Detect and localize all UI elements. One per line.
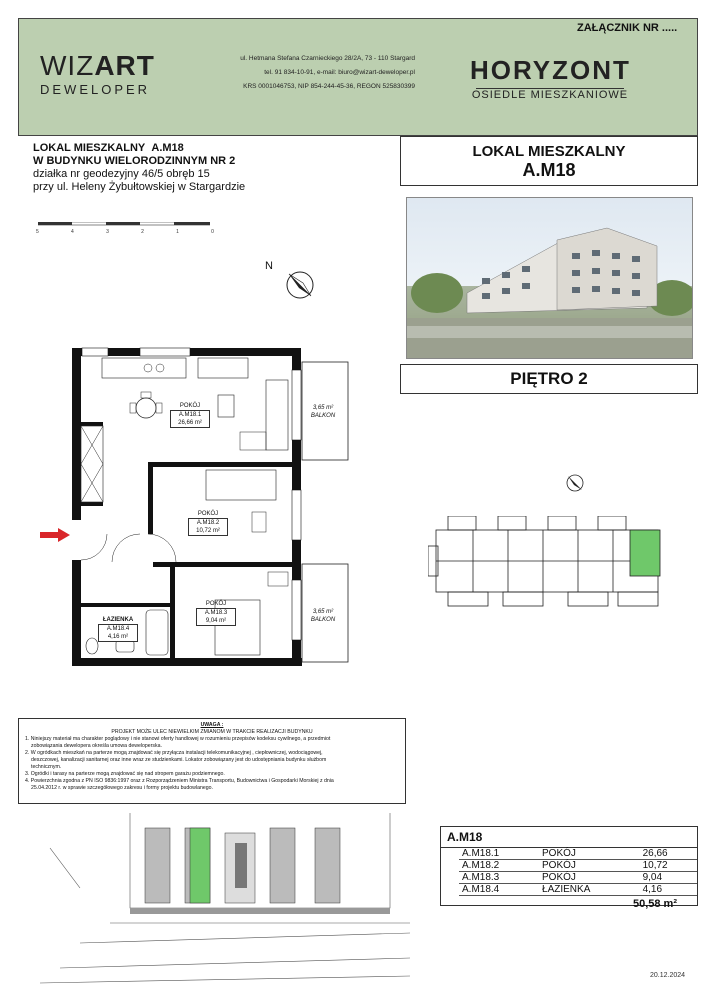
estate-logo bbox=[470, 55, 630, 101]
notes-title: UWAGA : bbox=[200, 722, 224, 728]
unit-info-line1b: A.M18 bbox=[151, 142, 184, 154]
room-label-2 bbox=[188, 510, 228, 536]
unit-info-line1a: LOKAL MIESZKALNY bbox=[33, 142, 146, 154]
floor-box bbox=[400, 364, 698, 394]
notes-box bbox=[18, 718, 406, 804]
scale-label: 1 bbox=[176, 229, 179, 235]
summary-total: 50,58 m² bbox=[632, 898, 677, 910]
building-render bbox=[406, 197, 693, 359]
room-area: 4,16 m² bbox=[107, 634, 129, 640]
key-plan bbox=[428, 516, 668, 608]
scale-bar bbox=[38, 222, 210, 228]
floor-label: PIĘTRO 2 bbox=[510, 369, 588, 388]
note-line: technicznym. bbox=[31, 764, 62, 770]
unit-info-line3: działka nr geodezyjny 46/5 obręb 15 bbox=[33, 168, 210, 180]
note-line: 25.04.2012 r. w sprawie szczegółowego zakresu i formy projektu budowlanego. bbox=[31, 785, 213, 791]
balcony-label-2 bbox=[303, 608, 343, 624]
unit-info-line4: przy ul. Heleny Żybułtowskiej w Stargardzie bbox=[33, 181, 246, 193]
summary-box bbox=[440, 826, 698, 910]
summary-row-area: 10,72 bbox=[642, 860, 668, 871]
note-line: 2. W ogródkach mieszkań na parterze mogą znajdować się przyłącza instalacji telekomunikacyjnej , ciepłowniczej, wodociągowej, bbox=[25, 750, 323, 756]
summary-row-code: A.M18.2 bbox=[462, 860, 500, 871]
logo-part-b: ART bbox=[94, 50, 155, 81]
attachment-label: ZAŁĄCZNIK NR ..... bbox=[577, 22, 678, 34]
summary-row bbox=[459, 884, 697, 896]
document-date: 20.12.2024 bbox=[650, 972, 686, 979]
compass-small-icon bbox=[564, 472, 586, 499]
compass-icon bbox=[283, 268, 317, 307]
balcony-area: 3,65 m² bbox=[312, 609, 334, 615]
summary-row bbox=[459, 848, 697, 860]
summary-row-area: 26,66 bbox=[642, 848, 668, 859]
unit-info bbox=[33, 142, 245, 194]
developer-address: ul. Hetmana Stefana Czarnieckiego 28/2A, 73 - 110 Stargard bbox=[240, 55, 415, 62]
summary-row-code: A.M18.3 bbox=[462, 872, 500, 883]
summary-row-code: A.M18.1 bbox=[462, 848, 500, 859]
scale-label: 2 bbox=[141, 229, 144, 235]
room-area: 9,04 m² bbox=[205, 618, 227, 624]
note-line: deszczowej, kanalizacji sanitarnej oraz inne wraz ze studzienkami. Lokator zobowiązany jest do udostępniania budynku służbom bbox=[31, 757, 327, 763]
room-name: POKÓJ bbox=[205, 601, 227, 607]
developer-logo bbox=[40, 50, 155, 97]
scale-label: 5 bbox=[36, 229, 39, 235]
balcony-area: 3,65 m² bbox=[312, 405, 334, 411]
estate-subtitle: OSIEDLE MIESZKANIOWE bbox=[471, 89, 629, 101]
note-line: 3. Ogródki i tarasy na parterze mogą znajdować się nad stropem garażu podziemnego. bbox=[25, 771, 225, 777]
site-plan bbox=[20, 808, 410, 990]
summary-row-area: 4,16 bbox=[642, 884, 663, 895]
scale-labels bbox=[36, 229, 214, 235]
unit-info-line2: W BUDYNKU WIELORODZINNYM NR 2 bbox=[33, 155, 236, 167]
summary-code: A.M18 bbox=[441, 827, 697, 848]
room-area: 26,66 m² bbox=[178, 420, 202, 426]
summary-row bbox=[459, 872, 697, 884]
room-code: A.M18.3 bbox=[204, 610, 228, 616]
summary-row-code: A.M18.4 bbox=[462, 884, 500, 895]
summary-row-name: POKÓJ bbox=[542, 848, 576, 859]
entrance-arrow-icon bbox=[40, 528, 70, 547]
room-name: POKÓJ bbox=[179, 403, 201, 409]
summary-row-name: POKÓJ bbox=[542, 872, 576, 883]
north-label: N bbox=[265, 260, 273, 272]
room-label-3 bbox=[196, 600, 236, 626]
room-name: ŁAZIENKA bbox=[102, 617, 134, 623]
balcony-label-1 bbox=[303, 404, 343, 420]
logo-part-a: WIZ bbox=[40, 50, 95, 81]
summary-table bbox=[459, 848, 697, 896]
developer-phone-email: tel. 91 834-10-91, e-mail: biuro@wizart-deweloper.pl bbox=[264, 69, 415, 76]
note-line: 1. Niniejszy materiał ma charakter poglądowy i nie stanowi oferty handlowej w rozumieniu przepisów kodeksu cywilnego, a przedmiot bbox=[25, 736, 331, 742]
right-code: A.M18 bbox=[522, 160, 576, 180]
scale-label: 3 bbox=[106, 229, 109, 235]
room-code: A.M18.2 bbox=[196, 520, 220, 526]
room-name: POKÓJ bbox=[197, 511, 219, 517]
scale-label: 0 bbox=[211, 229, 214, 235]
developer-contact bbox=[200, 52, 415, 94]
room-code: A.M18.1 bbox=[178, 412, 202, 418]
notes-subtitle: PROJEKT MOŻE ULEC NIEWIELKIM ZMIANOM W TRAKCIE REALIZACJI BUDYNKU bbox=[111, 729, 313, 735]
room-label-1 bbox=[170, 402, 210, 428]
summary-row-area: 9,04 bbox=[642, 872, 663, 883]
scale-label: 4 bbox=[71, 229, 74, 235]
right-title-box bbox=[400, 136, 698, 186]
room-area: 10,72 m² bbox=[196, 528, 220, 534]
logo-subtitle: DEWELOPER bbox=[40, 82, 151, 97]
right-title: LOKAL MIESZKALNY bbox=[472, 143, 626, 160]
balcony-name: BALKON bbox=[310, 413, 336, 419]
note-line: 4. Powierzchnia zgodna z PN ISO 9836:1997 oraz z Rozporządzeniem Ministra Transportu, Budownictwa i Gospodarki Morskiej z dnia bbox=[25, 778, 334, 784]
summary-row-name: ŁAZIENKA bbox=[542, 884, 591, 895]
developer-registry: KRS 0001046753, NIP 854-244-45-36, REGON 525830399 bbox=[243, 83, 415, 90]
balcony-name: BALKON bbox=[310, 617, 336, 623]
note-line: zobowiązania dewelopera określa umowa deweloperska. bbox=[31, 743, 162, 749]
room-code: A.M18.4 bbox=[106, 626, 130, 632]
summary-row-name: POKÓJ bbox=[542, 860, 576, 871]
summary-row bbox=[459, 860, 697, 872]
estate-name: HORYZONT bbox=[470, 55, 631, 85]
room-label-4 bbox=[98, 616, 138, 642]
